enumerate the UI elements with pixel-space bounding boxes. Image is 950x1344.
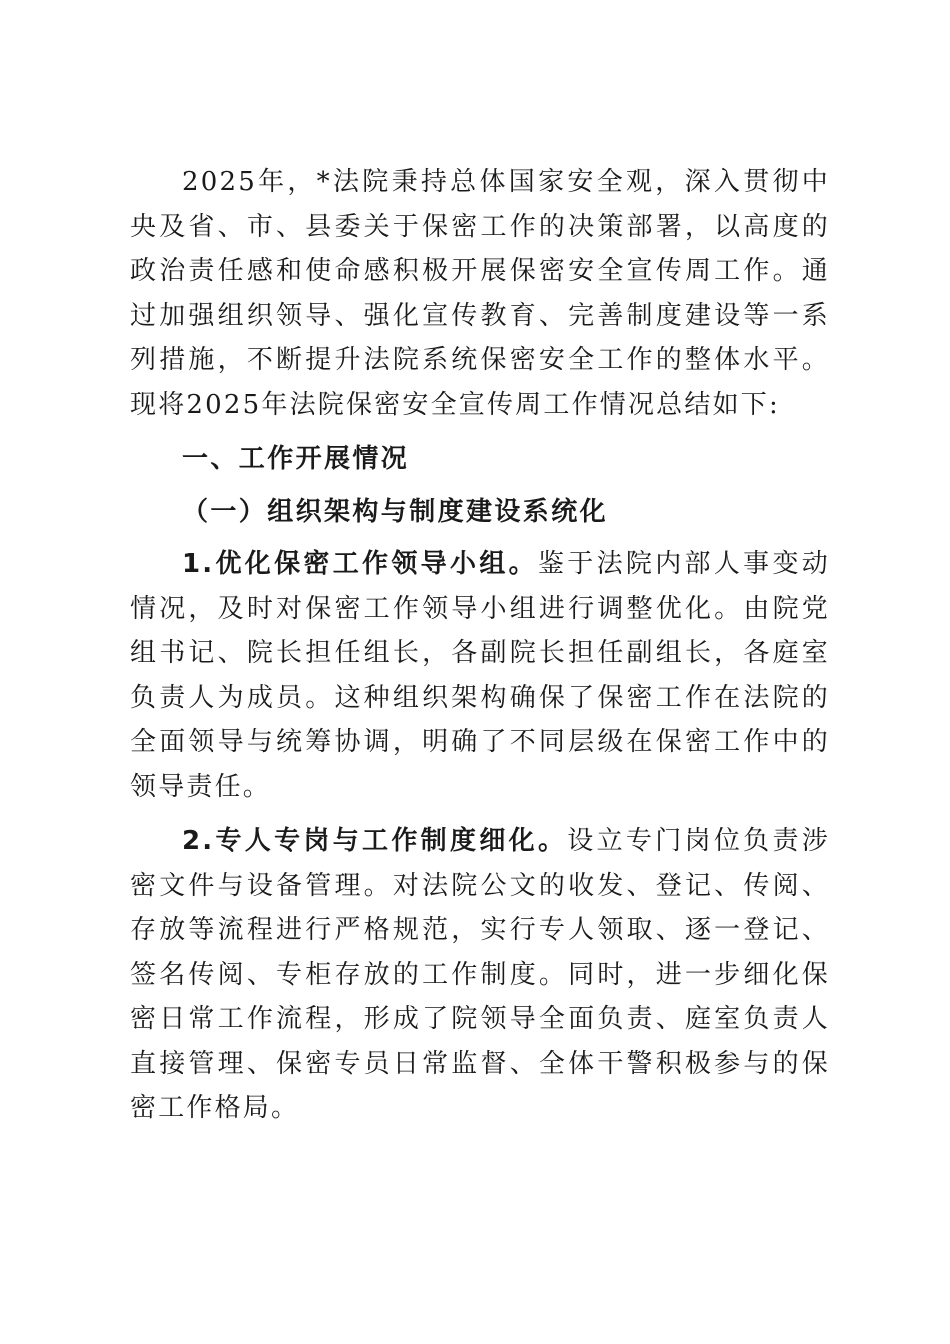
document-body xyxy=(130,160,830,1131)
subsection-heading: （一）组织架构与制度建设系统化 xyxy=(182,496,609,527)
item-lead-2: 2.专人专岗与工作制度细化。 xyxy=(182,826,568,856)
intro-paragraph: 2025年，*法院秉持总体国家安全观，深入贯彻中央及省、市、县委关于保密工作的决策部署，以高度的政治责任感和使命感积极开展保密安全宣传周工作。通过加强组织领导、强化宣传教育、完善制度建设等一系列措施，不断提升法院系统保密安全工作的整体水平。现将2025年法院保密安全宣传周工作情况总结如下: xyxy=(130,167,830,420)
section-heading: 一、工作开展情况 xyxy=(182,444,410,474)
item-paragraph-1 xyxy=(130,542,830,809)
item-text-2: 设立专门岗位负责涉密文件与设备管理。对法院公文的收发、登记、传阅、存放等流程进行严格规范，实行专人领取、逐一登记、签名传阅、专柜存放的工作制度。同时，进一步细化保密日常工作流程，形成了院领导全面负责、庭室负责人直接管理、保密专员日常监督、全体干警积极参与的保密工作格局。 xyxy=(130,826,830,1123)
item-paragraph-2 xyxy=(130,819,830,1131)
item-text-1: 鉴于法院内部人事变动情况，及时对保密工作领导小组进行调整优化。由院党组书记、院长担任组长，各副院长担任副组长，各庭室负责人为成员。这种组织架构确保了保密工作在法院的全面领导与统筹协调，明确了不同层级在保密工作中的领导责任。 xyxy=(130,549,830,802)
item-lead-1: 1.优化保密工作领导小组。 xyxy=(182,549,538,579)
